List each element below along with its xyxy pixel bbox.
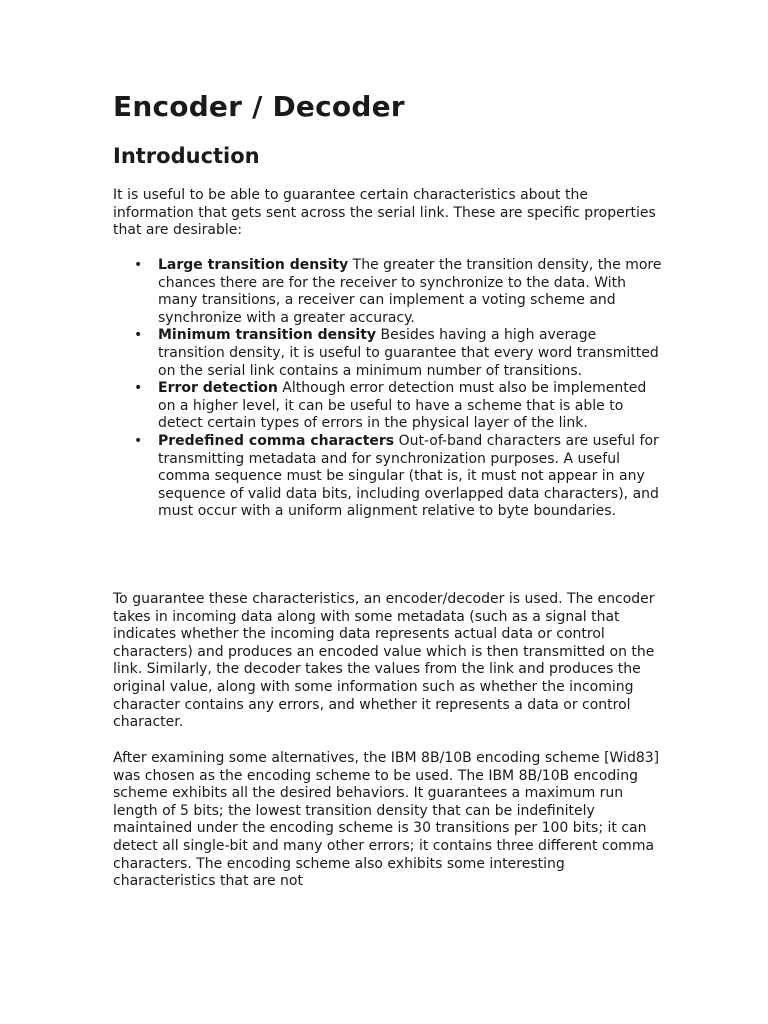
encoding-scheme-paragraph: After examining some alternatives, the IBM 8B/10B encoding scheme [Wid83] was chosen as the encoding scheme to be used. The IBM 8B/10B encoding scheme exhibits all the desired behaviors. It guarantees a maximum run length of 5 bits; the lowest transition density that can be indefinitely maintained under the encoding scheme is 30 transitions per 100 bits; it can detect all single-bit and many other errors; it contains three different comma characters. The encoding scheme also exhibits some interesting characteristics that are not — [113, 750, 660, 890]
list-item-description: Out-of-band characters are useful for transmitting metadata and for synchronization purposes. A useful comma sequence must be singular (that is, it must not appear in any sequence of valid data bits, including overlapped data characters), and must occur with a uniform alignment relative to byte boundaries. — [158, 432, 659, 520]
bullet-icon: • — [134, 327, 143, 344]
list-item-term: Error detection — [158, 380, 278, 397]
bullet-icon: • — [134, 432, 143, 449]
page-title: Encoder / Decoder — [113, 90, 405, 123]
list-item-term: Large transition density — [158, 257, 349, 273]
properties-list — [113, 257, 663, 521]
intro-paragraph: It is useful to be able to guarantee certain characteristics about the information that gets sent across the serial link. These are specific properties that are desirable: — [113, 187, 656, 239]
list-item — [113, 257, 663, 327]
list-item — [113, 327, 663, 380]
list-item-term: Predefined comma characters — [158, 432, 395, 449]
bullet-icon: • — [134, 257, 143, 273]
section-heading: Introduction — [113, 144, 260, 168]
list-item — [113, 380, 663, 433]
list-item-description: The greater the transition density, the more chances there are for the receiver to synchronize to the data. With many transitions, a receiver can implement a voting scheme and synchronize with a greater accuracy. — [158, 257, 662, 326]
list-item-description: Although error detection must also be implemented on a higher level, it can be useful to have a scheme that is able to detect certain types of errors in the physical layer of the link. — [158, 380, 647, 432]
list-item-description: Besides having a high average transition density, it is useful to guarantee that every word transmitted on the serial link contains a minimum number of transitions. — [158, 327, 659, 379]
list-item — [113, 433, 663, 521]
list-item-term: Minimum transition density — [158, 327, 377, 344]
bullet-icon: • — [134, 380, 143, 397]
encoder-decoder-paragraph: To guarantee these characteristics, an encoder/decoder is used. The encoder takes in incoming data along with some metadata (such as a signal that indicates whether the incoming data represents actual data or control characters) and produces an encoded value which is then transmitted on the link. Similarly, the decoder takes the values from the link and produces the original value, along with some information such as whether the incoming character contains any errors, and whether it represents a data or control character. — [113, 591, 655, 731]
